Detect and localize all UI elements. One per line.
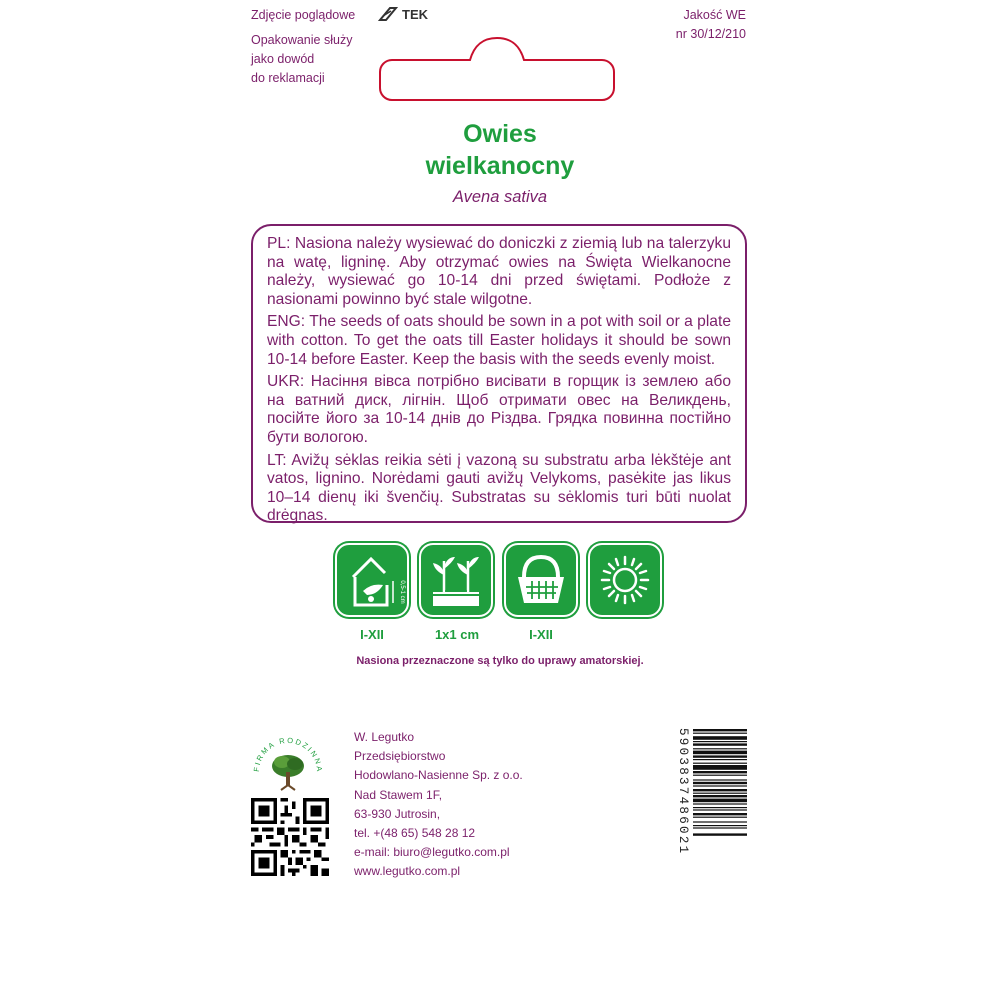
harvest-basket-icon [502,541,580,619]
sowing-period-label: I-XII [360,627,384,642]
company-street: Nad Stawem 1F, [354,787,443,802]
sun-icon [586,541,664,619]
company-type: Przedsiębiorstwo [354,749,446,764]
qr-code[interactable] [251,798,329,876]
harvest-period-label: I-XII [529,627,553,642]
depth-label: 0,5-1 cm [399,580,405,604]
leaf-icon [378,6,398,22]
tek-label: TEK [402,6,428,22]
company-website[interactable]: www.legutko.com.pl [354,864,461,879]
company-name: W. Legutko [354,730,415,744]
barcode-number: 5903837486021 [676,728,690,856]
product-title [250,118,750,182]
company-phone: tel. +(48 65) 548 28 12 [354,826,476,841]
spacing-icon [417,541,495,619]
packaging-note-1: Opakowanie służy [251,33,353,47]
latin-name: Avena sativa [452,188,548,206]
packaging-note-3: do reklamacji [251,71,325,85]
sowing-icon [333,541,411,619]
quality-line-2: nr 30/12/210 [675,27,746,41]
quality-line-1: Jakość WE [683,8,746,22]
instructions-box [251,224,747,523]
product-name-line-2: wielkanocny [425,152,575,180]
packaging-note-2: jako dowód [251,52,315,66]
instruction-ukr: UKR: Насіння вівса потрібно висівати в горщик із землею або на ватний диск, лігнін. Щоб отримати овес на Великдень, посійте його за 10-14 днів до Різдва. Грядка повинна постійно бути вологою. [267,373,731,446]
company-legal-name: Hodowlano-Nasienne Sp. z o.o. [354,768,523,783]
company-city: 63-930 Jutrosin, [354,806,441,821]
spacing-label: 1x1 cm [434,627,480,642]
instruction-pl: PL: Nasiona należy wysiewać do doniczki z ziemią lub na talerzyku na watę, ligninę. Aby otrzymać owies na Święta Wielkanocne należy, wysiewać go 10-14 dni przed świętami. Podłoże z nasionami powinno być stale wilgotne. [267,235,731,308]
cultivation-icons [333,541,664,619]
logo-arc-text: FIRMA RODZINNA [251,735,325,774]
company-address [354,728,523,882]
company-email[interactable]: e-mail: biuro@legutko.com.pl [354,845,510,860]
quality-info [676,6,746,44]
instruction-lt: LT: Avižų sėklas reikia sėti į vazoną su substratu arba lėkštėje ant vatos, lignino. Norėdami gauti avižų Velykoms, pasėkite jas likus 10–14 dienų iki švenčių. Substratas su sėklomis turi būti nuolat drėgnas. [267,451,731,525]
instruction-eng: ENG: The seeds of oats should be sown in a pot with soil or a plate with cotton. To get the oats till Easter holidays it should be sown 10-14 before Easter. Keep the basis with the seeds evenly moist. [267,313,731,368]
hanger-hole-outline [378,36,616,102]
header-left-text [251,6,355,88]
family-company-logo [251,728,325,796]
preview-note: Zdjęcie poglądowe [251,8,356,22]
product-name-line-1: Owies [463,120,537,148]
tek-brand-mark [378,6,428,22]
amateur-use-note: Nasiona przeznaczone są tylko do uprawy amatorskiej. [356,655,644,667]
